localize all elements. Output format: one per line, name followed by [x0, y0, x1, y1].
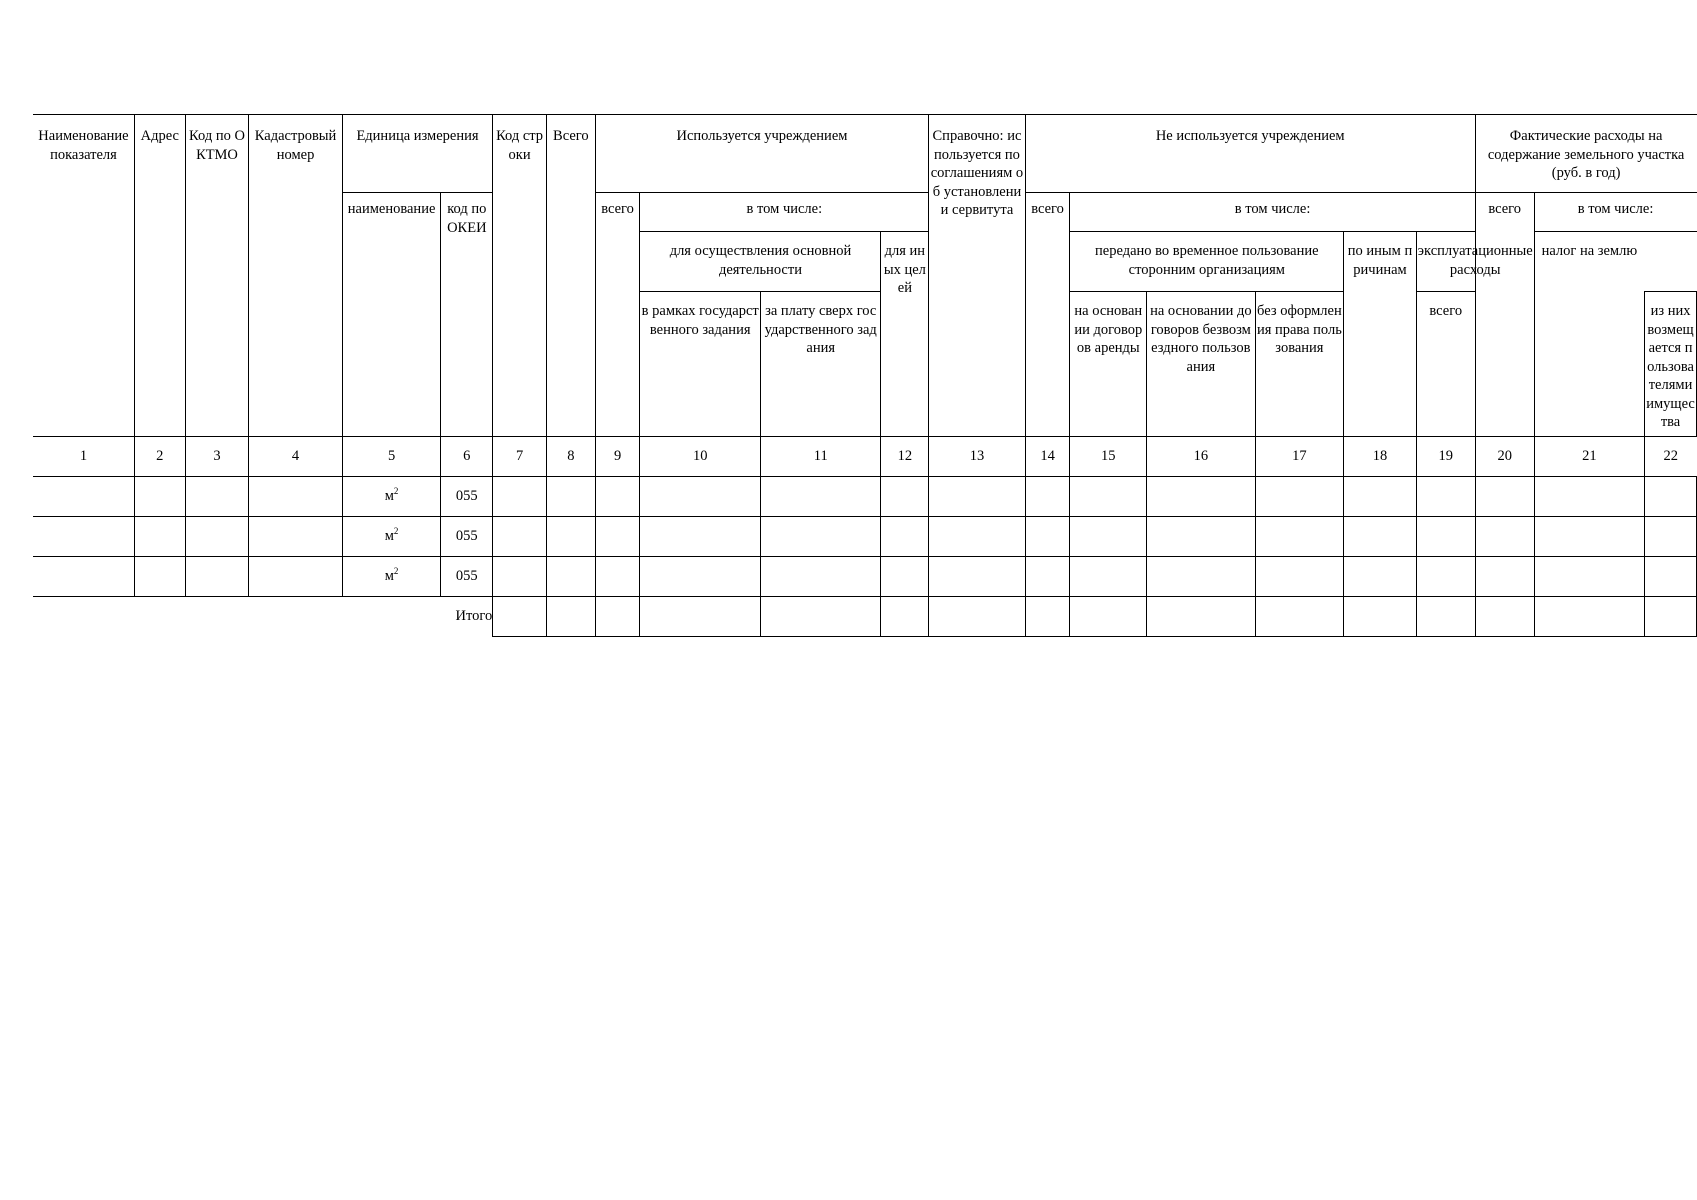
value-cell[interactable]	[1147, 516, 1255, 556]
oktmo-cell[interactable]	[185, 556, 249, 596]
oktmo-cell[interactable]	[185, 516, 249, 556]
line-code-cell[interactable]	[493, 516, 547, 556]
table-row	[33, 556, 1697, 596]
col-header-expenses-including: в том числе:	[1534, 193, 1696, 232]
col-header-free-use-contracts: на основании договоров безвозмездного пользования	[1147, 292, 1255, 437]
value-cell[interactable]	[1475, 476, 1534, 516]
column-number: 16	[1147, 436, 1255, 476]
value-cell[interactable]	[881, 556, 929, 596]
col-header-temporary-use: передано во временное пользование сторонним организациям	[1070, 232, 1344, 292]
oktmo-cell[interactable]	[185, 476, 249, 516]
value-cell[interactable]	[1344, 556, 1417, 596]
total-cell[interactable]	[546, 516, 595, 556]
value-cell[interactable]	[1070, 476, 1147, 516]
total-value-cell[interactable]	[1070, 596, 1147, 636]
value-cell[interactable]	[1534, 556, 1644, 596]
okei-code-cell: 055	[441, 556, 493, 596]
unit-name-cell: $м^2$	[342, 516, 441, 556]
col-header-expenses-all: всего	[1475, 193, 1534, 437]
col-header-no-usage-rights: без оформления права пользования	[1255, 292, 1344, 437]
column-number: 6	[441, 436, 493, 476]
col-header-not-used-including: в том числе:	[1070, 193, 1475, 232]
value-cell[interactable]	[640, 476, 761, 516]
value-cell[interactable]	[1534, 476, 1644, 516]
value-cell[interactable]	[640, 556, 761, 596]
column-number: 4	[249, 436, 342, 476]
column-number: 7	[493, 436, 547, 476]
col-header-servitude: Справочно: используется по соглашениям об установлении сервитута	[929, 115, 1025, 437]
total-cell[interactable]	[546, 556, 595, 596]
total-value-cell[interactable]	[1416, 596, 1475, 636]
total-value-cell[interactable]	[640, 596, 761, 636]
col-header-other-purposes: для иных целей	[881, 232, 929, 437]
total-value-cell[interactable]	[1147, 596, 1255, 636]
line-code-cell[interactable]	[493, 476, 547, 516]
value-cell[interactable]	[1025, 516, 1070, 556]
total-value-cell[interactable]	[546, 596, 595, 636]
land-plot-report-table	[33, 114, 1697, 637]
column-number: 8	[546, 436, 595, 476]
col-header-used-all: всего	[595, 193, 640, 437]
column-number: 18	[1344, 436, 1417, 476]
value-cell[interactable]	[929, 476, 1025, 516]
column-number: 1	[33, 436, 134, 476]
value-cell[interactable]	[881, 476, 929, 516]
total-value-cell[interactable]	[1255, 596, 1344, 636]
column-numbers-row	[33, 436, 1697, 476]
value-cell[interactable]	[760, 556, 881, 596]
value-cell[interactable]	[1255, 476, 1344, 516]
table-row	[33, 476, 1697, 516]
total-value-cell[interactable]	[881, 596, 929, 636]
col-header-line-code: Код строки	[493, 115, 547, 437]
col-header-other-reasons: по иным причинам	[1344, 232, 1417, 437]
column-number: 20	[1475, 436, 1534, 476]
col-header-not-used-group: Не используется учреждением	[1025, 115, 1475, 193]
cadastral-number-cell[interactable]	[249, 476, 342, 516]
total-value-cell[interactable]	[760, 596, 881, 636]
col-header-total: Всего	[546, 115, 595, 437]
column-number: 9	[595, 436, 640, 476]
indicator-name-cell[interactable]	[33, 476, 134, 516]
value-cell[interactable]	[881, 516, 929, 556]
total-cell[interactable]	[546, 476, 595, 516]
value-cell[interactable]	[1025, 476, 1070, 516]
value-cell[interactable]	[1475, 516, 1534, 556]
column-number: 14	[1025, 436, 1070, 476]
value-cell[interactable]	[760, 476, 881, 516]
col-header-unit-group: Единица измерения	[342, 115, 492, 193]
col-header-not-used-all: всего	[1025, 193, 1070, 437]
col-header-reimbursed: из них возмещается пользователями имущества	[1645, 292, 1697, 437]
cadastral-number-cell[interactable]	[249, 516, 342, 556]
column-number: 5	[342, 436, 441, 476]
okei-code-cell: 055	[441, 516, 493, 556]
value-cell[interactable]	[929, 516, 1025, 556]
address-cell[interactable]	[134, 476, 185, 516]
col-header-expenses-group: Фактические расходы на содержание земельного участка (руб. в год)	[1475, 115, 1696, 193]
value-cell[interactable]	[1416, 516, 1475, 556]
address-cell[interactable]	[134, 516, 185, 556]
column-number: 15	[1070, 436, 1147, 476]
value-cell[interactable]	[1534, 516, 1644, 556]
col-header-okei-code: код по ОКЕИ	[441, 193, 493, 437]
col-header-land-tax: налог на землю	[1534, 232, 1644, 437]
value-cell[interactable]	[1416, 476, 1475, 516]
value-cell[interactable]	[1025, 556, 1070, 596]
column-number: 11	[760, 436, 881, 476]
total-value-cell[interactable]	[1025, 596, 1070, 636]
column-number: 10	[640, 436, 761, 476]
value-cell[interactable]	[929, 556, 1025, 596]
okei-code-cell: 055	[441, 476, 493, 516]
value-cell[interactable]	[1344, 516, 1417, 556]
unit-name-cell: $м^2$	[342, 476, 441, 516]
total-value-cell[interactable]	[595, 596, 640, 636]
value-cell[interactable]	[1070, 516, 1147, 556]
column-number: 19	[1416, 436, 1475, 476]
address-cell[interactable]	[134, 556, 185, 596]
column-number: 17	[1255, 436, 1344, 476]
cadastral-number-cell[interactable]	[249, 556, 342, 596]
col-header-indicator-name: Наименование показателя	[33, 115, 134, 437]
col-header-oktmo: Код по ОКТМО	[185, 115, 249, 437]
col-header-operating-all: всего	[1416, 292, 1475, 437]
unit-name-cell: $м^2$	[342, 556, 441, 596]
value-cell[interactable]	[760, 516, 881, 556]
column-number: 13	[929, 436, 1025, 476]
value-cell[interactable]	[595, 556, 640, 596]
value-cell[interactable]	[1070, 556, 1147, 596]
total-row	[33, 596, 1697, 636]
col-header-state-assignment: в рамках государственного задания	[640, 292, 761, 437]
col-header-main-activity: для осуществления основной деятельности	[640, 232, 881, 292]
value-cell[interactable]	[1645, 516, 1697, 556]
indicator-name-cell[interactable]	[33, 556, 134, 596]
col-header-used-including: в том числе:	[640, 193, 929, 232]
value-cell[interactable]	[1344, 476, 1417, 516]
col-header-unit-name: наименование	[342, 193, 441, 437]
value-cell[interactable]	[1147, 476, 1255, 516]
total-value-cell[interactable]	[1645, 596, 1697, 636]
value-cell[interactable]	[1416, 556, 1475, 596]
column-number: 2	[134, 436, 185, 476]
column-number: 3	[185, 436, 249, 476]
col-header-operating-expenses: эксплуатационные расходы	[1416, 232, 1534, 292]
col-header-address: Адрес	[134, 115, 185, 437]
table-row	[33, 516, 1697, 556]
value-cell[interactable]	[595, 516, 640, 556]
value-cell[interactable]	[1147, 556, 1255, 596]
col-header-used-group: Используется учреждением	[595, 115, 929, 193]
column-number: 22	[1645, 436, 1697, 476]
value-cell[interactable]	[1645, 556, 1697, 596]
header-row-1	[33, 115, 1697, 193]
column-number: 21	[1534, 436, 1644, 476]
total-value-cell[interactable]	[929, 596, 1025, 636]
value-cell[interactable]	[595, 476, 640, 516]
line-code-cell[interactable]	[493, 556, 547, 596]
total-label: Итого	[33, 596, 493, 636]
column-number: 12	[881, 436, 929, 476]
indicator-name-cell[interactable]	[33, 516, 134, 556]
total-value-cell[interactable]	[1344, 596, 1417, 636]
value-cell[interactable]	[1255, 556, 1344, 596]
value-cell[interactable]	[1255, 516, 1344, 556]
value-cell[interactable]	[1475, 556, 1534, 596]
total-value-cell[interactable]	[1534, 596, 1644, 636]
value-cell[interactable]	[640, 516, 761, 556]
col-header-lease-contracts: на основании договоров аренды	[1070, 292, 1147, 437]
total-value-cell[interactable]	[1475, 596, 1534, 636]
col-header-paid-over-assignment: за плату сверх государственного задания	[760, 292, 881, 437]
total-value-cell[interactable]	[493, 596, 547, 636]
value-cell[interactable]	[1645, 476, 1697, 516]
col-header-cadastral-number: Кадастровый номер	[249, 115, 342, 437]
